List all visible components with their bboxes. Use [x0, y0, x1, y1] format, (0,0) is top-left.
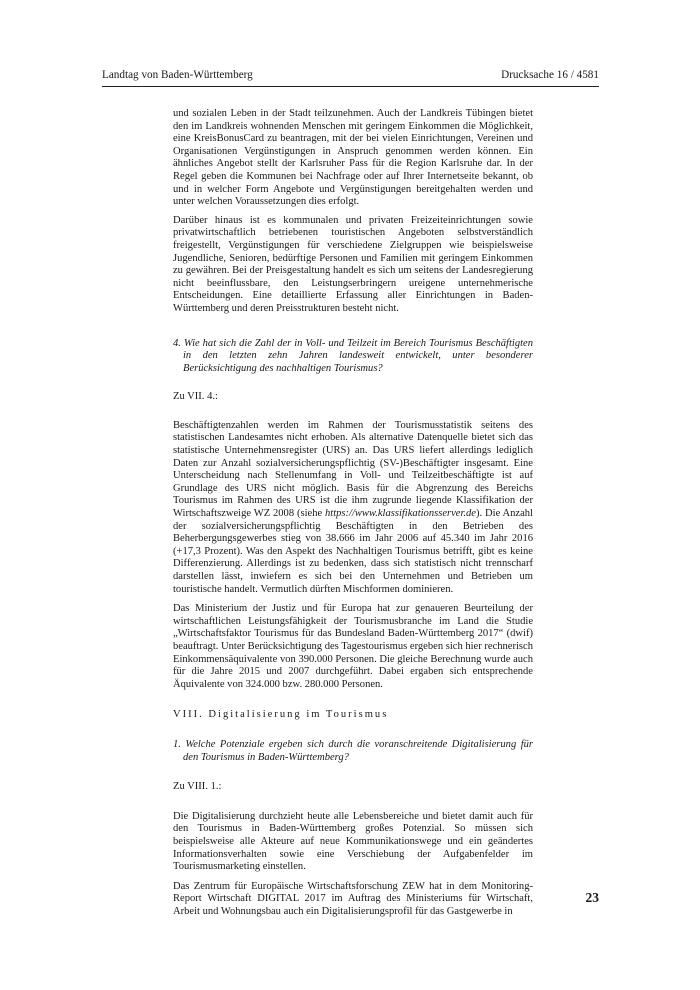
paragraph-beschaeftigtenzahlen-part2: ). Die Anzahl der sozialversicherungspflichtig Beschäftigten in den Betrieben des Beherbergungsgewerbes stieg von 38.666 im Jahr 2006 auf 45.340 im Jahr 2016 (+17,3 Prozent). Was den Aspekt des Nachhaltigen Tourismus betrifft, gibt es keine Differenzierung. Allerdings ist zu bedenken, dass sich statistisch nicht trennscharf darstellen lässt, inwiefern es sich bei den Unternehmen und Betrieben um touristische handelt. Vermutlich dürften Mischformen dominieren.	[173, 508, 533, 595]
paragraph-ministerium-studie: Das Ministerium der Justiz und für Europa hat zur genaueren Beurteilung der wirtschaftlichen Leistungsfähigkeit der Tourismusbranche im Land die Studie „Wirtschaftsfaktor Tourismus für das Bundesland Baden-Württemberg 2017“ (dwif) beauftragt. Unter Berücksichtigung des Tagestourismus ergeben sich hier rechnerisch Einkommensäquivalente von 390.000 Personen. Die gleiche Berechnung wurde auch für die Jahre 2015 und 2007 durchgeführt. Dabei ergaben sich entsprechende Äquivalente von 324.000 bzw. 280.000 Personen.	[173, 603, 533, 690]
question-viii-1: 1. Welche Potenziale ergeben sich durch die voranschreitende Digitalisierung für den Tourismus in Baden-Württemberg?	[173, 738, 533, 763]
header-document-number: Drucksache 16 / 4581	[501, 69, 599, 81]
page-number: 23	[585, 890, 599, 905]
paragraph-zew-report: Das Zentrum für Europäische Wirtschaftsforschung ZEW hat in dem Monitoring-Report Wirtschaft DIGITAL 2017 im Auftrag des Ministeriums für Wirtschaft, Arbeit und Wohnungsbau auch ein Digitalisierungsprofil für das Gastgewerbe in	[173, 880, 533, 917]
section-heading-viii: VIII. Digitalisierung im Tourismus	[173, 709, 389, 721]
paragraph-beschaeftigtenzahlen-part1: Beschäftigtenzahlen werden im Rahmen der Tourismusstatistik seitens des statistischen Landesamtes nicht erhoben. Als alternative Datenquelle bietet sich das statistische Unternehmensregister (URS) an. Das URS liefert allerdings lediglich Daten zur Anzahl sozialversicherungspflichtig (SV-)Beschäftigter insgesamt. Eine Unterscheidung nach Stellenumfang in Voll- und Teilzeitbeschäftigte ist auf Grundlage des URS nicht möglich. Basis für die Abgrenzung des Bereichs Tourismus im Rahmen des URS ist die ihm zugrunde liegende Klassifikation der Wirtschaftszweige WZ 2008 (siehe	[173, 419, 533, 520]
header-publisher: Landtag von Baden-Württemberg	[102, 69, 253, 81]
page-header	[102, 68, 599, 86]
header-divider	[102, 86, 599, 87]
paragraph-beschaeftigtenzahlen	[173, 420, 533, 596]
answer-heading-vii-4: Zu VII. 4.:	[173, 391, 218, 403]
klassifikationsserver-link[interactable]: https://www.klassifikationsserver.de	[325, 508, 476, 520]
paragraph-digitalisierung: Die Digitalisierung durchzieht heute alle Lebensbereiche und bietet damit auch für den Tourismus in Baden-Württemberg großes Potenzial. So müssen sich beispielsweise alle Akteure auf neue Kommunikationswege und ein geändertes Informationsverhalten sowie eine Verschiebung der Aufgabenfelder im Tourismusmarketing einstellen.	[173, 810, 533, 873]
answer-heading-viii-1: Zu VIII. 1.:	[173, 781, 222, 793]
question-vii-4: 4. Wie hat sich die Zahl der in Voll- und Teilzeit im Bereich Tourismus Beschäftigten in den letzten zehn Jahren landesweit entwickelt, unter besonderer Berücksichtigung des nachhaltigen Tourismus?	[173, 337, 533, 374]
document-body	[173, 108, 533, 918]
paragraph-kreisbonuscard: und sozialen Leben in der Stadt teilzunehmen. Auch der Landkreis Tübingen bietet den im Landkreis wohnenden Menschen mit geringem Einkommen die Möglichkeit, eine KreisBonusCard zu beantragen, mit der bei vielen Einrichtungen, Vereinen und Organisationen Vergünstigungen in Anspruch genommen werden können. Ein ähnliches Angebot stellt der Karlsruher Pass für die Region Karlsruhe dar. In der Regel geben die Kommunen bei Nachfrage oder auf Ihrer Internetseite bekannt, ob und in welcher Form Angebote und Vergünstigungen bereitgehalten werden und unter welchen Voraussetzungen dies erfolgt.	[173, 108, 533, 208]
paragraph-freizeiteinrichtungen: Darüber hinaus ist es kommunalen und privaten Freizeiteinrichtungen sowie privatwirtschaftlich betriebenen touristischen Angeboten selbstverständlich freigestellt, Vergünstigungen für verschiedene Zielgruppen wie beispielsweise Jugendliche, Senioren, bedürftige Personen und Familien mit geringem Einkommen zu gewähren. Bei der Preisgestaltung handelt es sich um seitens der Landesregierung nicht beeinflussbare, den Leistungserbringern ureigene unternehmerische Entscheidungen. Eine detaillierte Erfassung aller Einrichtungen in Baden-Württemberg und deren Preisstrukturen besteht nicht.	[173, 214, 533, 314]
